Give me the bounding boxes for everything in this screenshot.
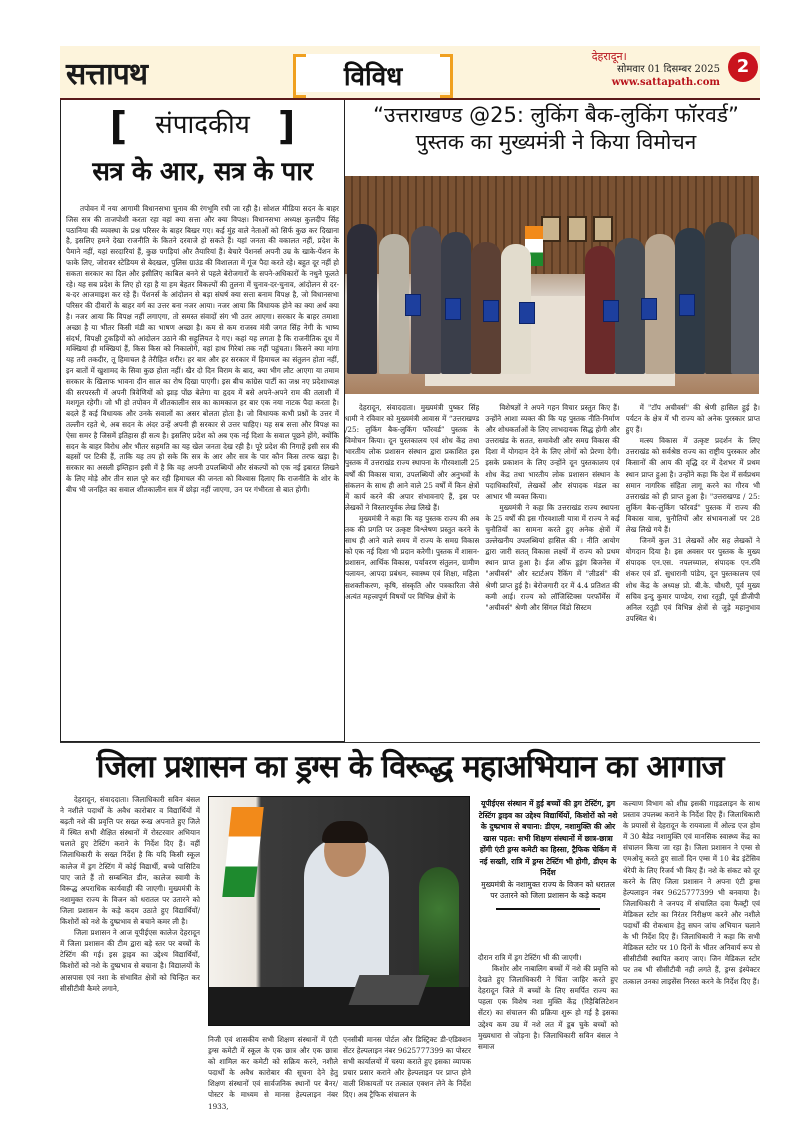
section-title: विविध bbox=[343, 62, 403, 92]
editorial-body: तपोवन में नया आगामी विधानसभा चुनाव की रंगभूमि रची जा रही है। सोशल मीडिया सदन के बाहर जिस सत्र की ताजपोशी करता रहा वहां क्या सत्ता और क्या विपक्ष। विधानसभा अध्यक्ष कुलदीप सिंह पठानिया की व्यवस्था के प्रश्न परिसर के बाहर बिखर गए। कई मुंह वाले नेताओं को सिर्फ कुछ कर दिखाना है, इसलिए हमने देखा राजनीति के कितने दरवाजे हो सकते हैं। यहां जनता की वकालत नहीं, प्रदेश के पैमाने नहीं, यहां सरदारियां हैं, कुछ पगड़ियां और तैयारियां हैं। बेचारे पेंशनर्स अपनी उम्र के खाके-पेंशन के फाके लिए, जोरावर स्टेडियम से बेदखल, पुलिस ग्राउंड की विशालता में गूंज पैदा करते रहे। बहुत दूर नहीं हो सकता सरकार का दिल और इसीलिए काबिल बनने से पहले बेरोजगारों के सपने-अधिकारों के नथुने फूलते रहे। यह सब प्रदेश के लिए हो रहा है या हम बेहतर विकल्पों की तुलना में चुनाव-दर-चुनाव, आंदोलन से दर-ब-दर आजमाइश कर रहे हैं। पेंशनर्स के आंदोलन से बड़ा संघर्ष क्या सत्ता बनाम विपक्ष है, जो विधानसभा परिसर की दीवारों के बाहर वर्ग का उत्तर बना नजर आया। नजर आया कि विधायक होने का क्या अर्थ क्या है। नजर आया कि विपक्ष नहीं लगाएगा, तो समस्त संवादों संग भी उतर आएगा। सरकार के बाहर तमाशा अच्छा है या भीतर किसी मंडी का भाषण अच्छा है। कम से कम राजस्व मंत्री जगत सिंह नेगी के भाष्य संदर्भ, विपक्षी टुकड़ियों को आंदोलन उठाने की सहूलियत दे गए। कहां यह लगता है कि राजनीतिक दूध में मक्खियां ही मक्खियां हैं, किस किस को निकालोगे, वहां हाथ गिरेबां तक नहीं पहुंचता। किसने क्या मांगा यह तरी तकदीर, तू हिमाचल है तेरीहित शरीर। हर बार और हर सरकार में हिमाचल का संतुलन होता नहीं, इन बातों में खुशामद के सिवा कुछ होता नहीं। खैर दो दिन विराम के बाद, क्या भीग लौट आएगा या तमाम सरकार के खिलाफ भावना दीन साल का रोष दिखा पाएगी। इस बीच कांग्रेस पार्टी का जश्न नए प्रदेशाध्यक्ष की सरपरस्ती में अपनी त्रिवेणियों को झाड़ पोंछ बेलेगा या हृदय में बसे अपने-अपने राम की तलाशी में मशगूल रहेगी। जो भी हो तपोवन में शीतकालीन सत्र का कामकाज हर बार एक नया नाटक पैदा करता है। बदले हैं कई विधायक और उनके सवालों का असर बोलता होता है। जो विधायक कभी प्रश्नों के उत्तर में तल्लीन रहते थे, अब सदन के अंदर उन्हें अपनी ही सरकार से उत्तर चाहिए। यह सब सत्ता और विपक्ष का ऐसा समर है जिसमें इतिहास ही सत्य है। इसलिए प्रदेश को अब एक नई दिशा के सवाल पूछने होंगे, क्योंकि सदन के बाहर विरोध और भीतर सहमति का यह खेल जनता देख रही है। पूरे प्रदेश की निगाहें इसी सत्र की बहसों पर टिकी हैं, ताकि यह तय हो सके कि सत्र के आर और सत्र के पार कौन किस तरफ खड़ा है। सरकार का असली इम्तिहान इसी में है कि वह अपनी उपलब्धियों और संकल्पों को एक नई इबारत लिखने के लिए मोड़े और तीन साल पूरे कर रही हिमाचल की जनता को विश्वास दिलाए कि राजनीति के शोर के बीच भी जनहित का सवाल शीतकालीन सत्र में छोड़ा नहीं जाएगा, उन पर गंभीरता से बात होगी। bbox=[66, 204, 339, 494]
highlight-text: यूपीईएस संस्थान में हुई बच्चों की ड्रग टेस्टिंग, ड्रग टेस्टिंग ड्राइव का उद्देश्य विद्यार्थियों, किशोरों को नशे के दुष्प्रभाव से बचाना: डीएम, नशामुक्ति की ओर खास पहल: सभी शिक्षण संस्थानों में छात्र-छात्रा होंगी एंटी ड्रग्स कमेटी का हिस्सा, ट्रैफिक चेकिंग में नई सख्ती, रात्रि में ड्रग्स टेस्टिंग भी होगी, डीएम के निर्देश bbox=[478, 799, 618, 877]
paragraph: जिनमें कुल 31 लेखकों और सह लेखकों ने योगदान दिया है। इस अवसर पर पुस्तक के मुख्य संपादक एन.एस. नपलच्याल, संपादक एन.रवि शंकर एवं डॉ. सुधारानी पांडेय, दून पुस्तकालय एवं शोध केंद्र के अध्यक्ष प्रो. बी.के. चौधरी, पूर्व मुख्य सचिव इन्दु कुमार पाण्डेय, राधा रतूड़ी, पूर्व डीजीपी अनिल रतूड़ी एवं विभिन्न क्षेत्रों से जुड़े महानुभाव उपस्थित थे। bbox=[625, 536, 760, 623]
website-link[interactable]: www.sattapath.com bbox=[611, 77, 720, 88]
paragraph: में "टॉप अचीवर्स" की श्रेणी हासिल हुई है। पर्यटन के क्षेत्र में भी राज्य को अनेक पुरस्कार प्राप्त हुए हैं। bbox=[625, 403, 760, 435]
bracket-open: [ bbox=[109, 104, 128, 148]
bracket-close: ] bbox=[277, 104, 296, 148]
paragraph: एनसीबी मानस पोर्टल और डिस्ट्रिक्ट डी-एडिक्शन सेंटर हेल्पलाइन नंबर 9625777399 का पोस्टर सभी कार्यालयों में चस्पा कराते हुए इसका व्यापक प्रचार प्रसार कराने और हेल्पलाइन पर प्राप्त होने वाली शिकायतों पर तत्काल एक्शन लेने के निर्देश दिए। अब ट्रैफिक संचालन के bbox=[343, 1035, 471, 1100]
paragraph: जिला प्रशासन ने आज यूपीईएस कालेज देहरादून में जिला प्रशासन की टीम द्वारा बड़े स्तर पर बच्चों के टेस्टिंग की गई। इस ड्राइव का उद्देश्य विद्यार्थियों, किशोरों को नशे के दुष्प्रभाव से बचाना है। विद्यालयों के आसपास एवं नशा के संभावित क्षेत्रों को चिन्हित कर सीसीटीवी कैमरे लगाने, bbox=[60, 928, 200, 993]
highlight-subtext: मुख्यमंत्री के नशामुक्त राज्य के विजन को धरातल पर उतारने को जिला प्रशासन के कड़े कदम bbox=[481, 879, 615, 900]
story2-column-3 bbox=[343, 1034, 471, 1132]
newspaper-logo: सत्तापथ bbox=[66, 57, 147, 92]
story1-column-3 bbox=[626, 402, 760, 742]
paragraph: देहरादून, संवाददाता। जिलाधिकारी सविन बंसल ने नशीले पदार्थों के अवैध कारोबार व विद्यार्थियों में बढ़ती नशे की प्रवृत्ति पर सख्त रूख अपनाते हुए जिले में स्थित सभी शैक्षित संस्थानों में रोस्टरवार अभियान चलाते हुए टेस्टिंग कराने के निर्देश दिए हैं। वहीं जिलाधिकारी के सख्त निर्देश है कि यदि किसी स्कूल कालेज में ड्रग टेस्टिंग में कोई विद्यार्थी, बच्चे पासिटिव पाए जाते हैं तो सम्बन्धित डीन, कालेज स्वामी के विरूद्ध अपराधिक कार्यवाही की जाएगी। मुख्यमंत्री के नशामुक्त राज्य के विजन को धरातल पर उतारने को जिला प्रशासन के कड़े कदम उठाते हुए विद्यार्थियों/किशोरों को नशे के दुष्प्रभाव से बचाने कमर ली है। bbox=[60, 795, 200, 927]
highlight-rule bbox=[496, 908, 600, 910]
dateline bbox=[591, 50, 720, 89]
paragraph: देहरादून, संवाददाता। मुख्यमंत्री पुष्कर सिंह धामी ने रविवार को मुख्यमंत्री आवास में “उत्तराखण्ड /25: लुकिंग बैक-लुकिंग फॉरवर्ड” पुस्तक के विमोचन किया। दून पुस्तकालय एवं शोध केंद्र तथा भारतीय लोक प्रशासन संस्थान द्वारा प्रकाशित इस पुस्तक में उत्तराखंड राज्य स्थापना के गौरवशाली 25 वर्षों की विकास यात्रा, उपलब्धियों और अनुभवों के संकलन के साथ ही आने वाले 25 वर्षों में किन क्षेत्रों में कार्य करने की अपार संभावनाएं हैं, इस पर लेखकों ने विस्तारपूर्वक लेख लिखे हैं। bbox=[345, 403, 480, 512]
story1-column-1 bbox=[345, 402, 479, 742]
story1-body bbox=[345, 402, 760, 742]
book-launch-photo bbox=[345, 176, 759, 394]
editorial-label-text: संपादकीय bbox=[155, 110, 250, 140]
paragraph: किशोर और नाबालिग बच्चों में नशे की प्रवृत्ति को देखते हुए जिलाधिकारी ने चिंता जाहिर करते हुए देहरादून जिले में बच्चों के लिए समर्पित राज्य का पहला एक विशेष नशा मुक्ति केंद्र (रिहैबिलिटेशन सेंटर) का संचालन की प्रक्रिया शुरू हो गई है इसका उद्देश्य कम उम्र में नशे लत में डूब चुके बच्चों को मुख्यधारा से जोड़ना है। जिलाधिकारी सविन बंसल ने समाज bbox=[478, 964, 618, 1051]
dateline-date: सोमवार 01 दिसम्बर 2025 bbox=[617, 64, 720, 75]
paragraph: निजी एवं शासकीय सभी शिक्षण संस्थानों में एंटी ड्रग्स कमेटी में स्कूल के एक छात्र और एक छात्रा को शामिल कर कमेटी को सक्रिय करने, नशीले पदार्थों के अवैध कारोबार की सूचना देने हेतु शिक्षण संस्थानों एवं सार्वजनिक स्थानों पर बैनर/पोस्टर के माध्यम से मानस हेल्पलाइन नंबर 1933, bbox=[208, 1035, 338, 1111]
story1-column-2 bbox=[485, 402, 619, 742]
paragraph: कल्याण विभाग को शीघ्र इसकी गाइडलाइन के साथ प्रस्ताव उपलब्ध कराने के निर्देश दिए हैं। जिलाधिकारी के प्रयासों से देहरादून के रायवाला में ओल्ड एज होम में 30 बैडेड नशामुक्ति एवं मानसिक स्वास्थ्य केंद्र का संचालन किया जा रहा है। जिला प्रशासन ने एम्स से एमओयू करते हुए सातों दिन एम्स में 10 बेड इंटेंसिव थेरेपी के लिए रिजर्व भी किए हैं। नशे के संकट को दूर करने के लिए जिला प्रशासन ने अपना एंटी ड्रग्स हेल्पलाइन नंबर 9625777399 भी बनवाया है। जिलाधिकारी ने जनपद में संचालित दवा फैक्ट्री एवं मेडिकल स्टोर का निरंतर निरीक्षण करने और नशीले पदार्थों की रोकथाम हेतु सघन जांच अभियान चलाने के भी निर्देश दिए हैं। जिलाधिकारी ने कहा कि सभी मेडिकल स्टोर पर 10 दिनों के भीतर अनिवार्य रूप से सीसीटीवी स्थापित कराए जाए। जिन मेडिकल स्टोर पर तब भी सीसीटीवी नही लगते हैं, ड्रग्स इंस्पेक्टर तत्काल उनका लाइसेंस निरस्त करने के निर्देश दिए हैं। bbox=[623, 799, 760, 986]
story2-column-5 bbox=[623, 798, 760, 1132]
dateline-city: देहरादून। bbox=[591, 50, 627, 63]
story2-highlights bbox=[478, 798, 618, 948]
story2-column-4 bbox=[478, 952, 618, 1132]
newspaper-page bbox=[60, 46, 760, 1132]
page-number-badge: 2 bbox=[728, 52, 758, 82]
district-magistrate-photo bbox=[208, 796, 470, 1026]
editorial-title: सत्र के आर, सत्र के पार bbox=[92, 157, 313, 187]
editorial-column bbox=[60, 100, 345, 742]
section-divider bbox=[60, 742, 760, 743]
story2-headline: जिला प्रशासन का ड्रग्स के विरूद्ध महाअभियान का आगाज bbox=[96, 749, 724, 785]
story2-column-2 bbox=[208, 1034, 338, 1132]
paragraph: दौरान रात्रि में ड्रग टेस्टिंग भी की जाएगी। bbox=[478, 953, 582, 962]
story1-headline: “उत्तराखण्ड @25: लुकिंग बैक-लुकिंग फॉरवर्ड” पुस्तक का मुख्यमंत्री ने किया विमोचन bbox=[373, 103, 739, 154]
paragraph: मुख्यमंत्री ने कहा कि उत्तराखंड राज्य स्थापना के 25 वर्षों की इस गौरवशाली यात्रा में राज्य ने कई चुनौतियों का सामना करते हुए अनेक क्षेत्रों में उल्लेखनीय उपलब्धियां हासिल की । नीति आयोग द्वारा जारी सतत् विकास लक्ष्यों में राज्य को प्रथम स्थान प्राप्त हुआ है। ईज ऑफ डूइंग बिजनेस में "अचीवर्स" और स्टार्टअप रैंकिंग में "लीडर्स" की श्रेणी प्राप्त हुई है। बेरोजगारी दर में 4.4 प्रतिशत की कमी आई। राज्य को लॉजिस्टिक्स परफॉर्मेंस में "अचीवर्स" श्रेणी और सिंगल विंडो सिस्टम bbox=[485, 502, 620, 612]
masthead bbox=[60, 46, 760, 98]
paragraph: विशेषज्ञों ने अपने गहन विचार प्रस्तुत किए हैं। उन्होंने आशा व्यक्त की कि यह पुस्तक नीति-निर्माण और शोधकर्ताओं के लिए लाभदायक सिद्ध होगी और उत्तराखंड के सतत, समावेशी और समग्र विकास की दिशा में योगदान देने के लिए लोगों को प्रेरणा देगी। इसके प्रकाशन के लिए उन्होंने दून पुस्तकालय एवं शोध केंद्र तथा भारतीय लोक प्रशासन संस्थान के पदाधिकारियों, लेखकों और संपादक मंडल का आभार भी व्यक्त किया। bbox=[485, 403, 620, 501]
editorial-label bbox=[61, 104, 344, 148]
paragraph: मत्स्य विकास में उत्कृष्ट प्रदर्शन के लिए उत्तराखंड को सर्वश्रेष्ठ राज्य का राष्ट्रीय पुरस्कार और किसानों की आय की वृद्धि दर में देशभर में प्रथम स्थान प्राप्त हुआ है। उन्होंने कहा कि देश में सर्वप्रथम समान नागरिक संहिता लागू करने का गौरव भी उत्तराखंड को ही प्राप्त हुआ है। "उत्तराखण्ड / 25: लुकिंग बैक-लुकिंग फॉरवर्ड" पुस्तक में राज्य की विकास यात्रा, चुनौतियों और संभावनाओं पर 28 लेख लिखे गये हैं। bbox=[625, 436, 760, 535]
story2-column-1 bbox=[60, 794, 200, 1132]
paragraph: मुख्यमंत्री ने कहा कि यह पुस्तक राज्य की अब तक की प्रगति पर उत्कृष्ट विश्लेषण प्रस्तुत करने के साथ ही आने वाले समय में राज्य के समग्र विकास को एक नई दिशा भी प्रदान करेगी। पुस्तक में शासन-प्रशासन, आर्थिक विकास, पर्यावरण संतुलन, ग्रामीण पलायन, आपदा प्रबंधन, स्वास्थ्य एवं शिक्षा, महिला सशक्तीकरण, कृषि, संस्कृति और पत्रकारिता जैसे अत्यंत महत्त्वपूर्ण विषयों पर विभिन्न क्षेत्रों के bbox=[345, 513, 480, 601]
section-label-box bbox=[293, 54, 453, 92]
